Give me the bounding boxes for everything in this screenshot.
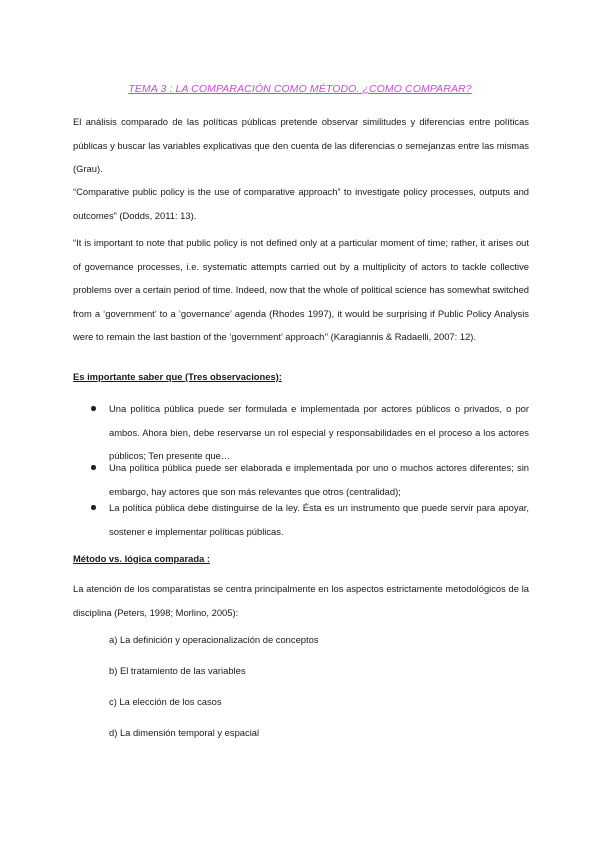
bullet-icon [91,406,96,411]
list-item: d) La dimensión temporal y espacial [109,727,260,738]
list-item: a) La definición y operacionalización de conceptos [109,634,319,645]
paragraph-quote-karagiannis: “It is important to note that public policy is not defined only at a particular moment of time; rather, it arises out of governance processes, i.e. systematic attempts carried out by a multiplicity of actors to tackle collective problems over a certain period of time. Indeed, now that the whole of political science has somewhat switched from a ‘government’ to a ‘governance’ agenda (Rhodes 1997), it would be surprising if Public Policy Analysis were to remain the last bastion of the ‘government’ approach’’ (Karagiannis & Radaelli, 2007: 12). [73,237,529,343]
document-title: TEMA 3 : LA COMPARACIÓN COMO MÉTODO. ¿COMO COMPARAR? [128,83,472,95]
paragraph-quote-dodds: “Comparative public policy is the use of comparative approach” to investigate policy processes, outputs and outcomes” (Dodds, 2011: 13). [73,186,529,221]
section-heading-metodo: Método vs. lógica comparada : [73,553,211,564]
list-item-text: Una política pública puede ser formulada e implementada por actores públicos o privados, o por ambos. Ahora bien, debe reservarse un rol especial y responsabilidades en el proceso a los actores públicos; Ten presente que… [109,403,529,462]
list-item-text: La política pública debe distinguirse de la ley. Ésta es un instrumento que puede servir para apoyar, sostener e implementar políticas públicas. [109,502,529,537]
section-heading-observaciones: Es importante saber que (Tres observaciones): [73,371,282,382]
bullet-icon [91,465,96,470]
bullet-icon [91,505,96,510]
paragraph-comparatistas: La atención de los comparatistas se centra principalmente en los aspectos estrictamente metodológicos de la disciplina (Peters, 1998; Morlino, 2005): [73,583,529,618]
list-item: c) La elección de los casos [109,696,222,707]
paragraph-intro: El análisis comparado de las políticas públicas pretende observar similitudes y diferencias entre políticas públicas y buscar las variables explicativas que den cuenta de las diferencias o semejanzas entre las mismas (Grau). [73,116,529,175]
list-item-text: Una política pública puede ser elaborada e implementada por uno o muchos actores diferentes; sin embargo, hay actores que son más relevantes que otros (centralidad); [109,462,529,497]
list-item: b) El tratamiento de las variables [109,665,246,676]
